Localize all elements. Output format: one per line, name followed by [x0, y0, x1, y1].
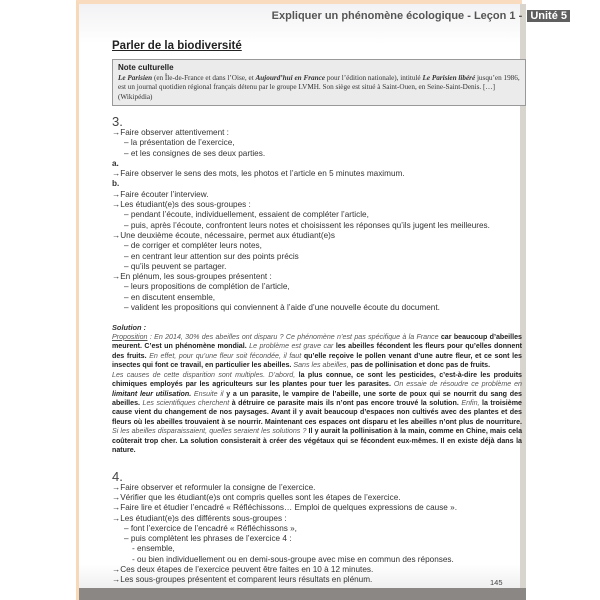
teacher-notes [112, 113, 522, 586]
text-run: : En 2014, 30% des abeilles ont disparu ? Ce phénomène n’est pas spécifique à la France [147, 332, 441, 341]
instruction-item: → Faire lire et étudier l’encadré « Réfléchissons… Emploi de quelques expressions de cause ». [112, 503, 522, 513]
text-run: (en Île-de-France et dans l’Oise, et [152, 73, 256, 82]
instruction-item: → Faire observer et reformuler la consigne de l’exercice. [112, 483, 522, 493]
section-4-lines [112, 483, 522, 586]
sub-item: – puis complètent les phrases de l’exercice 4 : [124, 534, 292, 544]
cultural-note-box [112, 59, 526, 106]
step-label: b. [112, 179, 120, 189]
solution-paragraph-2 [112, 371, 522, 456]
page-edge-bottom [79, 588, 526, 600]
unit-badge: Unité 5 [527, 10, 570, 22]
text-run: En effet, pour qu’une fleur soit fécondée, il faut [146, 351, 304, 360]
text-run: Ensuite il [191, 389, 227, 398]
sub-item: – valident les propositions qui conviennent à l’aide d’une nouvelle écoute du document. [124, 303, 440, 313]
section-4-number: 4. [112, 468, 123, 484]
instruction-item: → Faire observer attentivement : [112, 128, 522, 138]
instruction-item: → Faire écouter l’interview. [112, 190, 522, 200]
instruction-item: → Faire observer le sens des mots, les photos et l’article en 5 minutes maximum. [112, 169, 522, 179]
solution-title: Solution : [112, 323, 147, 333]
sub-item: – qu’ils peuvent se partager. [124, 261, 227, 271]
instruction-item: → Les sous-groupes présentent et comparent leurs résultats en plénum. [112, 575, 522, 585]
solution-block [112, 323, 522, 455]
section-3-lines [112, 128, 522, 313]
text-run: y a un parasite, le vampire de l’abeille, une sorte de poux qui se nourrit du sang des abeilles. [112, 389, 522, 407]
text-run: Si les abeilles disparaissaient, quelles seraient les solutions ? [112, 427, 309, 436]
text-run: Proposition [112, 332, 148, 341]
text-run: Il y aurait la pollinisation à la main, comme en Chine, mais cela coûterait trop cher. La solution consisterait à créer des végétaux qui se fécondent eux-mêmes. Il en existe déjà dans la nature. [112, 427, 523, 455]
instruction-item: → Une deuxième écoute, nécessaire, permet aux étudiant(e)s [112, 231, 522, 241]
sub-item: - ensemble, [132, 544, 175, 554]
sub-item: – en centrant leur attention sur des points précis [124, 251, 299, 261]
text-run: la plus connue, ce sont les pesticides, c’est-à-dire les produits chimiques employés par les agriculteurs sur les plantes pour tuer les parasites. [112, 370, 523, 389]
running-header [272, 10, 570, 22]
text-run: Enfin, [458, 398, 482, 407]
text-run: On essaie de résoudre ce problème en [390, 380, 522, 389]
text-run: la troisième cause vient du changement de nos paysages. Avant il y avait beaucoup d’espaces non cultivés avec des plantes et des fleurs où les abeilles trouvaient à se nourrir. Maintenant ces espaces ont disparu et les abeilles n’ont plus de nourriture. [112, 398, 522, 426]
text-run: pas de pollinisation et donc pas de fruits. [350, 361, 491, 370]
instruction-item: → En plénum, les sous-groupes présentent : [112, 272, 522, 282]
note-text [118, 74, 520, 103]
sub-item: – en discutent ensemble, [124, 292, 216, 302]
sub-item: – la présentation de l’exercice, [124, 138, 235, 148]
text-run: car beaucoup d’abeilles meurent. C’est un phénomène mondial. [112, 332, 522, 351]
text-run: Le Parisien [118, 73, 153, 82]
text-run: Les scientifiques cherchent [140, 398, 232, 407]
section-3-number: 3. [112, 114, 123, 129]
text-run: jusqu’en 1986, est un journal quotidien régional français détenu par le groupe LVMH. Son siège est situé à Saint-Ouen, en Seine-Saint-Denis. […] (Wikipédia) [118, 73, 520, 101]
text-run: Le problème est grave car [246, 342, 336, 351]
sub-item: – puis, après l’écoute, confrontent leurs notes et choisissent les réponses qu’ils jugent les meilleures. [124, 220, 490, 230]
sub-item: - ou bien individuellement ou en demi-sous-groupe avec mise en commun des réponses. [132, 554, 454, 564]
text-run: Le Parisien libéré [422, 73, 476, 82]
instruction-item: → Ces deux étapes de l’exercice peuvent être faites en 10 à 12 minutes. [112, 565, 522, 575]
text-run: qu’elle reçoive le pollen venant d’une autre fleur, et ce sont les insectes qui font ce travail, en particulier les abeilles. [112, 351, 522, 370]
instruction-item: → Les étudiant(e)s des différents sous-groupes : [112, 514, 522, 524]
text-run: Aujourd’hui en France [255, 73, 326, 82]
running-title: Expliquer un phénomène écologique - Leçon 1 - [271, 10, 523, 22]
note-title: Note culturelle [118, 63, 174, 72]
sub-item: – leurs propositions de complétion de l’article, [124, 282, 290, 292]
text-run: pour l’édition nationale), intitulé [325, 73, 423, 82]
text-run: Les causes de cette disparition sont multiples. D’abord, [112, 370, 299, 379]
instruction-item: → Les étudiant(e)s des sous-groupes : [112, 200, 522, 210]
page-number: 145 [490, 578, 503, 587]
step-label: a. [112, 158, 119, 168]
section-title: Parler de la biodiversité [112, 40, 242, 52]
sub-item: – de corriger et compléter leurs notes, [124, 241, 262, 251]
text-run: limitant leur utilisation. [112, 389, 192, 398]
sub-item: – pendant l’écoute, individuellement, essaient de compléter l’article, [124, 210, 369, 220]
text-run: à détruire ce parasite mais ils n’ont pas encore trouvé la solution. [231, 398, 459, 407]
text-run: Sans les abeilles, [291, 361, 351, 370]
sub-item: – et les consignes de ses deux parties. [124, 148, 266, 158]
sub-item: – font l’exercice de l’encadré « Réfléchissons », [124, 523, 297, 533]
instruction-item: → Vérifier que les étudiant(e)s ont compris quelles sont les étapes de l’exercice. [112, 493, 522, 503]
text-run: les abeilles fécondent les fleurs pour qu’elles donnent des fruits. [112, 342, 523, 360]
solution-paragraph-1 [112, 333, 522, 371]
